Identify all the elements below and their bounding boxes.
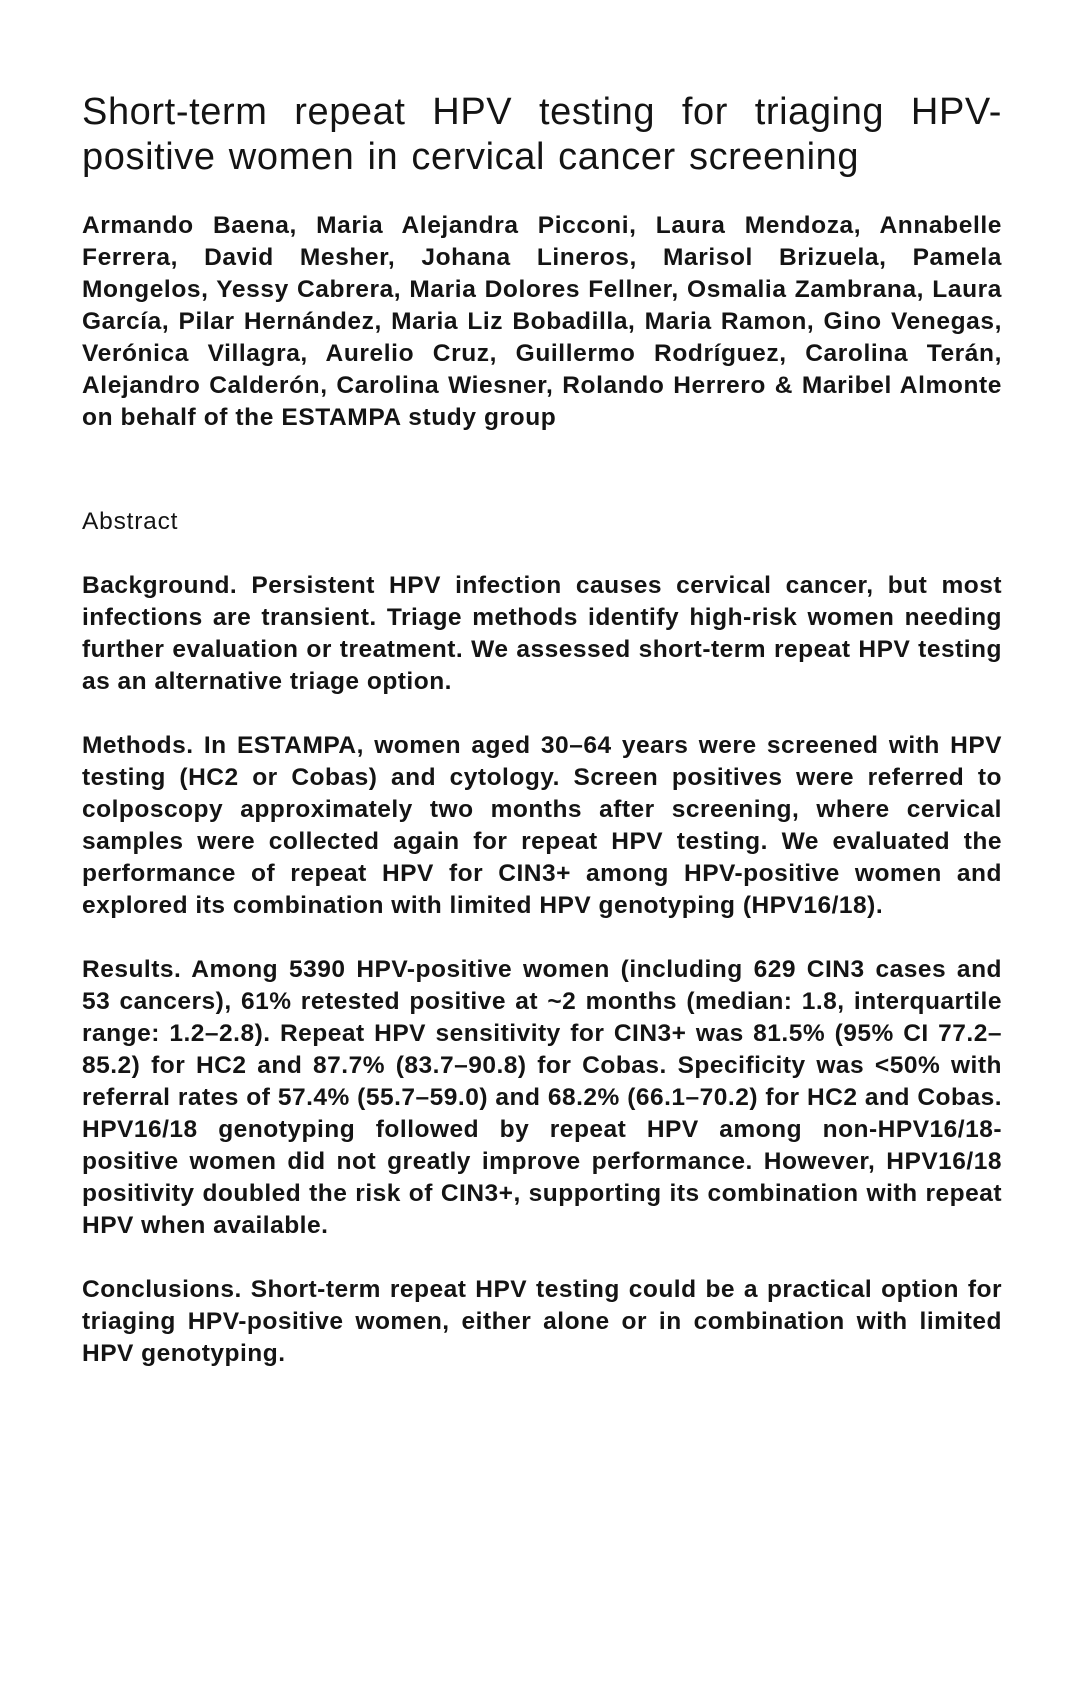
abstract-methods: [82, 730, 1002, 922]
abstract-conclusions: [82, 1274, 1002, 1370]
paper-page: [82, 90, 1002, 1370]
paper-title: Short-term repeat HPV testing for triaging HPV-positive women in cervical cancer screening: [82, 91, 1002, 178]
methods-text: In ESTAMPA, women aged 30–64 years were screened with HPV testing (HC2 or Cobas) and cytology. Screen positives were referred to colposcopy approximately two months after screening, where cervical samples were collected again for repeat HPV testing. We evaluated the performance of repeat HPV for CIN3+ among HPV-positive women and explored its combination with limited HPV genotyping (HPV16/18).: [82, 732, 1002, 919]
abstract-results: [82, 954, 1002, 1242]
background-text: Persistent HPV infection causes cervical cancer, but most infections are transient. Triage methods identify high-risk women needing further evaluation or treatment. We assessed short-term repeat HPV testing as an alternative triage option.: [82, 572, 1002, 695]
abstract-background: [82, 570, 1002, 698]
author-list: Armando Baena, Maria Alejandra Picconi, Laura Mendoza, Annabelle Ferrera, David Mesher, Johana Lineros, Marisol Brizuela, Pamela Mongelos, Yessy Cabrera, Maria Dolores Fellner, Osmalia Zambrana, Laura García, Pilar Hernández, Maria Liz Bobadilla, Maria Ramon, Gino Venegas, Verónica Villagra, Aurelio Cruz, Guillermo Rodríguez, Carolina Terán, Alejandro Calderón, Carolina Wiesner, Rolando Herrero & Maribel Almonte on behalf of the ESTAMPA study group: [82, 212, 1002, 431]
methods-label: Methods.: [82, 732, 194, 759]
results-text: Among 5390 HPV-positive women (including 629 CIN3 cases and 53 cancers), 61% retested positive at ~2 months (median: 1.8, interquartile range: 1.2–2.8). Repeat HPV sensitivity for CIN3+ was 81.5% (95% CI 77.2–85.2) for HC2 and 87.7% (83.7–90.8) for Cobas. Specificity was <50% with referral rates of 57.4% (55.7–59.0) and 68.2% (66.1–70.2) for HC2 and Cobas. HPV16/18 genotyping followed by repeat HPV among non-HPV16/18-positive women did not greatly improve performance. However, HPV16/18 positivity doubled the risk of CIN3+, supporting its combination with repeat HPV when available.: [82, 956, 1002, 1239]
abstract-heading: Abstract: [82, 508, 179, 535]
background-label: Background.: [82, 572, 238, 599]
results-label: Results.: [82, 956, 182, 983]
conclusions-text: Short-term repeat HPV testing could be a practical option for triaging HPV-positive women, either alone or in combination with limited HPV genotyping.: [82, 1276, 1002, 1367]
conclusions-label: Conclusions.: [82, 1276, 242, 1303]
